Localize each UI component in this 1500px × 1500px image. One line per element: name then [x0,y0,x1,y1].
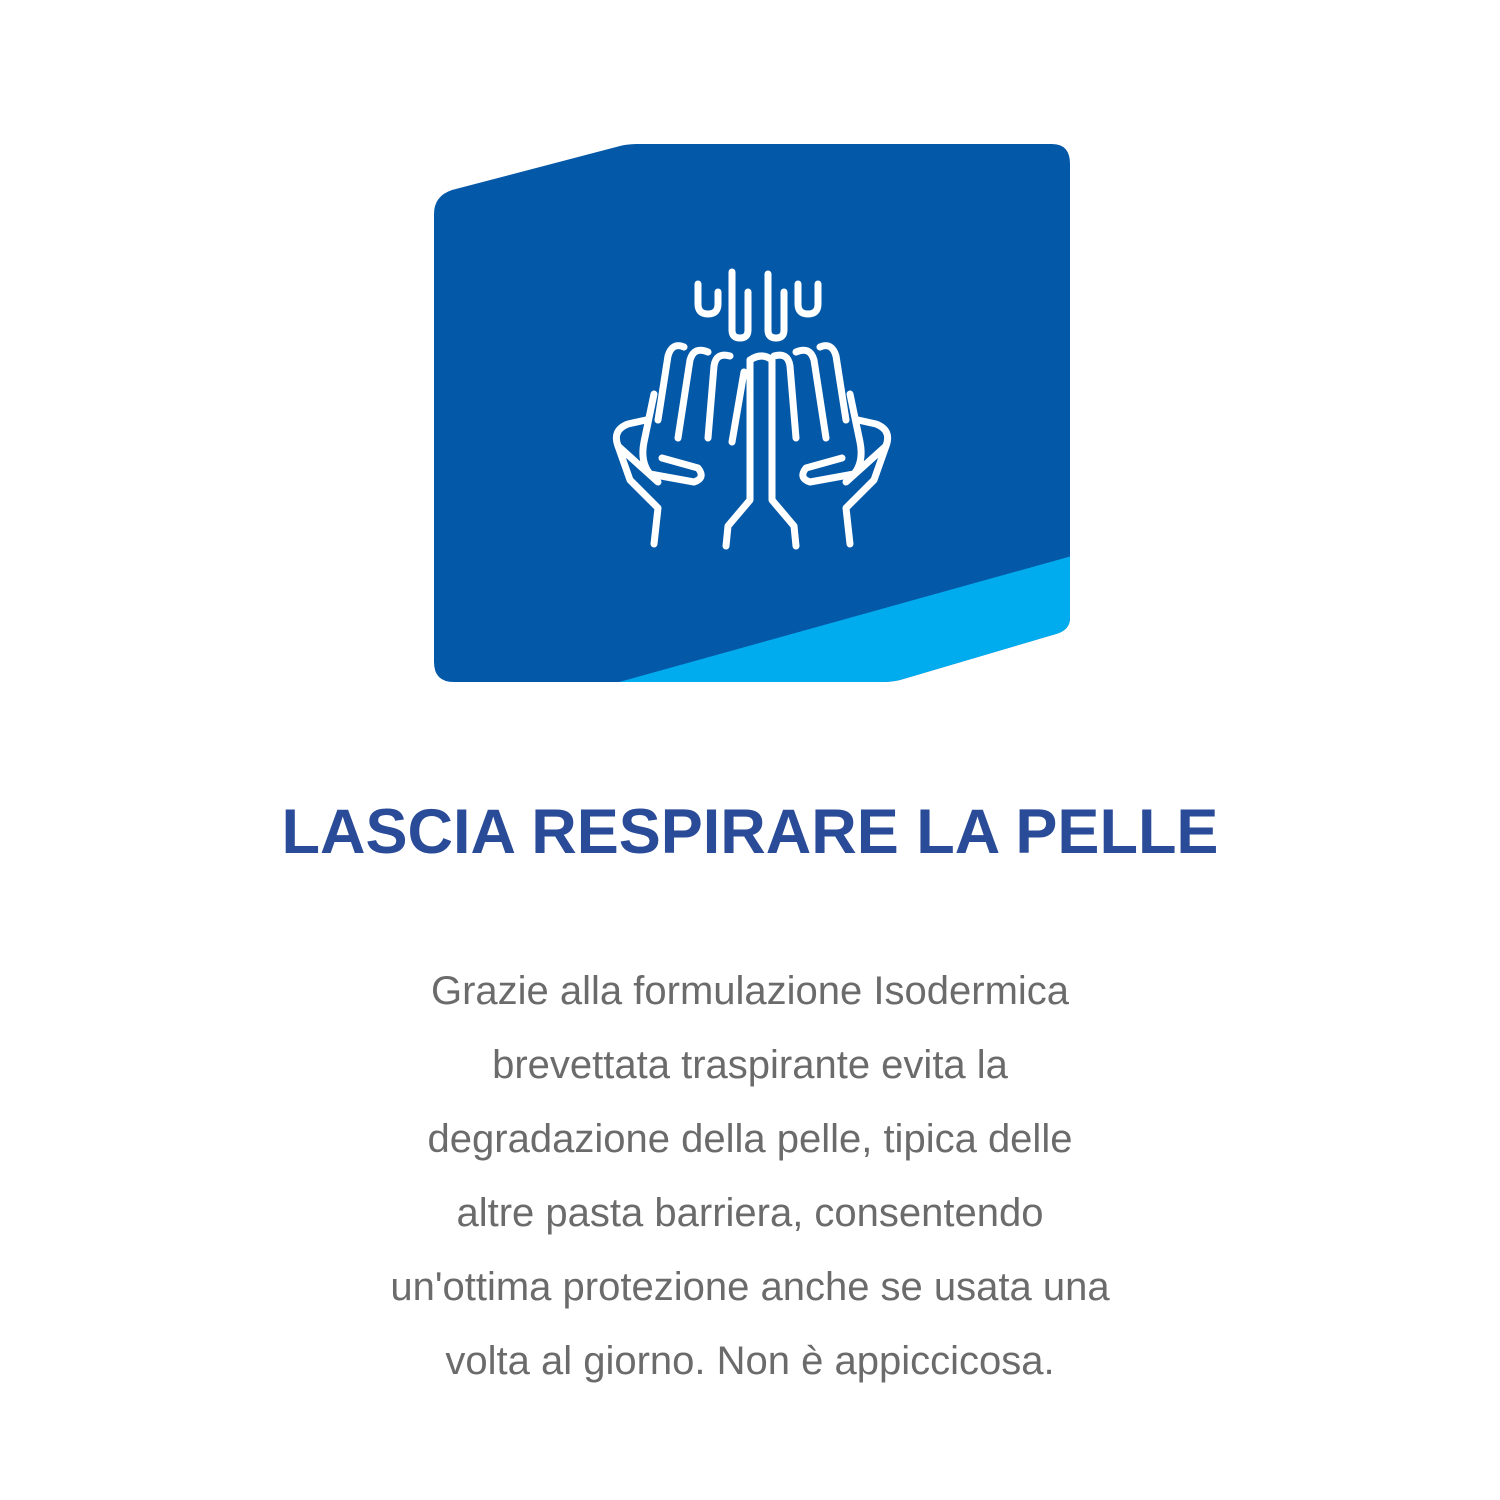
feature-icon-tile [432,142,1072,684]
description-line: altre pasta barriera, consentendo [456,1191,1044,1235]
description-line: un'ottima protezione anche se usata una [390,1265,1110,1309]
description-line: volta al giorno. Non è appiccicosa. [445,1339,1055,1383]
description-line: Grazie alla formulazione Isodermica [430,969,1070,1013]
description-line: brevettata traspirante evita la [492,1043,1008,1087]
feature-title: LASCIA RESPIRARE LA PELLE [281,797,1219,867]
feature-description [300,954,1200,1398]
description-line: degradazione della pelle, tipica delle [427,1117,1073,1161]
feature-icon-svg [432,142,1072,684]
